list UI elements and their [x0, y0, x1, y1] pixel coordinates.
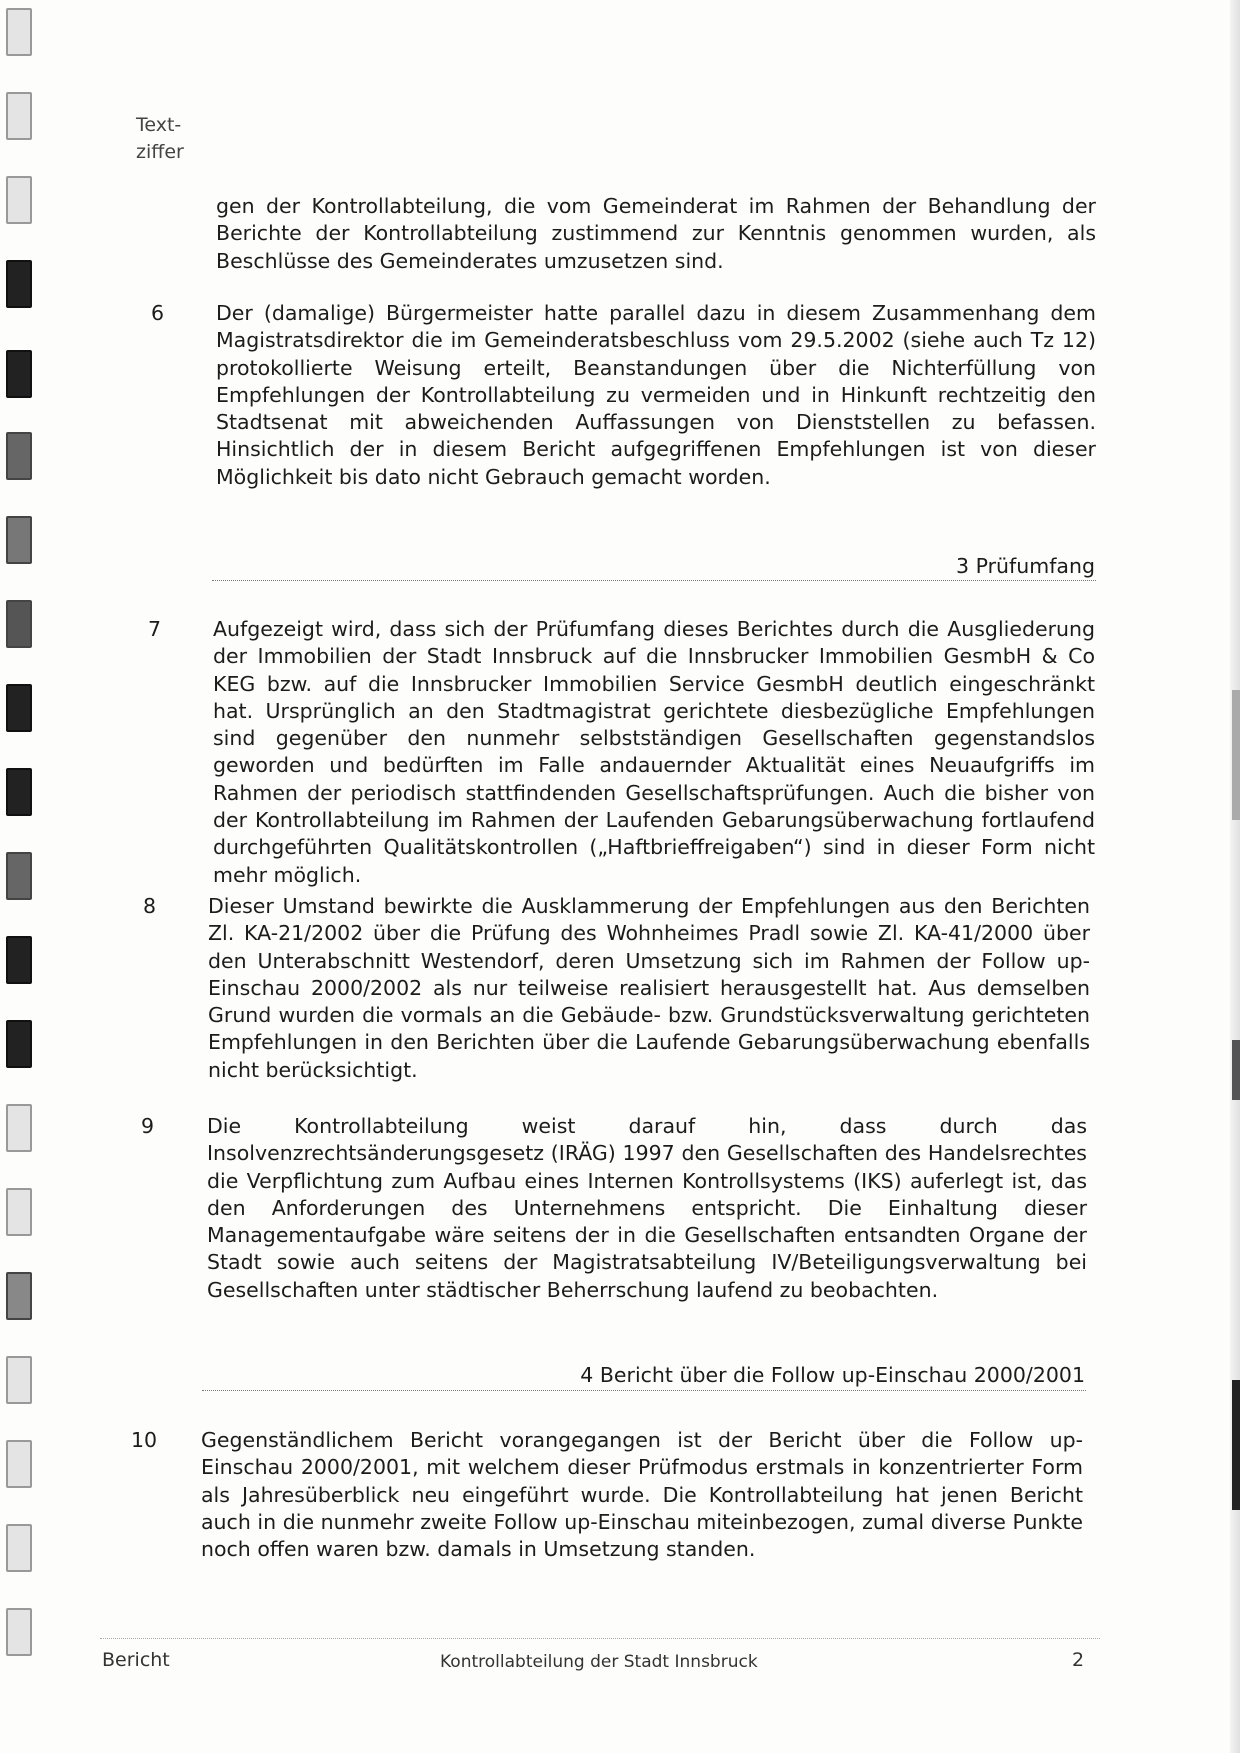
paragraph-10: Gegenständlichem Bericht vorangegangen ist der Bericht über die Follow up-Einschau 2000/2001, mit welchem dieser Prüfmodus erstmals in konzentrierter Form als Jahresüberblick neu eingeführt wurde. Die Kontrollabteilung hat jenen Bericht auch in die nunmehr zweite Follow up-Einschau miteinbezogen, zumal diverse Punkte noch offen waren bzw. damals in Umsetzung standen.	[201, 1428, 1083, 1562]
paragraph-9: Die Kontrollabteilung weist darauf hin, dass durch das Insolvenzrechtsänderungsgesetz (IRÄG) 1997 den Gesellschaften des Handelsrechtes die Verpflichtung zum Aufbau eines Internen Kontrollsystems (IKS) auferlegt ist, das den Anforderungen des Unternehmens entspricht. Die Einhaltung dieser Managementaufgabe wäre seitens der in die Gesellschaften entsandten Organe der Stadt sowie auch seitens der Magistratsabteilung IV/Beteiligungsverwaltung bei Gesellschaften unter städtischer Beherrschung laufend zu beobachten.	[207, 1114, 1087, 1302]
paragraph-7: Aufgezeigt wird, dass sich der Prüfumfang dieses Berichtes durch die Ausgliederung der Immobilien der Stadt Innsbruck auf die Innsbrucker Immobilien GesmbH & Co KEG bzw. auf die Innsbrucker Immobilien Service GesmbH deutlich eingeschränkt hat. Ursprünglich an den Stadtmagistrat gerichtete diesbezügliche Empfehlungen sind gegenüber den nunmehr selbstständigen Gesellschaften gegenstandslos geworden und bedürften im Falle andauernder Aktualität eines Neuaufgriffs im Rahmen der periodisch stattfindenden Gesellschaftsprüfungen. Auch die bisher von der Kontrollabteilung im Rahmen der Laufenden Gebarungsüberwachung fortlaufend durchgeführten Qualitätskontrollen („Haftbrieffreigaben“) sind in dieser Form nicht mehr möglich.	[213, 617, 1095, 887]
textziffer-number: 6	[151, 301, 165, 325]
page-number: 2	[1072, 1649, 1085, 1671]
margin-label-textziffer: Text- ziffer	[136, 114, 184, 163]
textziffer-number: 7	[148, 617, 162, 641]
heading-rule	[202, 1390, 1086, 1391]
textziffer-number: 9	[141, 1114, 155, 1138]
paragraph-8: Dieser Umstand bewirkte die Ausklammerung der Empfehlungen aus den Berichten Zl. KA-21/2002 über die Prüfung des Wohnheimes Pradl sowie Zl. KA-41/2000 über den Unterabschnitt Westendorf, deren Umsetzung sich im Rahmen der Follow up-Einschau 2000/2002 als nur teilweise realisiert herausgestellt hat. Aus demselben Grund wurden die vormals an die Gebäude- bzw. Grundstücksverwaltung gerichteten Empfehlungen in den Berichten über die Laufende Gebarungsüberwachung ebenfalls nicht berücksichtigt.	[208, 894, 1090, 1082]
footer-rule	[100, 1638, 1100, 1639]
textziffer-number: 10	[131, 1428, 158, 1452]
heading-rule	[212, 580, 1096, 581]
paragraph-continuation: gen der Kontrollabteilung, die vom Gemeinderat im Rahmen der Behandlung der Berichte der Kontrollabteilung zustimmend zur Kenntnis genommen wurden, als Beschlüsse des Gemeinderates umzusetzen sind.	[216, 194, 1096, 273]
paragraph-6: Der (damalige) Bürgermeister hatte parallel dazu in diesem Zusammenhang dem Magistratsdirektor die im Gemeinderatsbeschluss vom 29.5.2002 (siehe auch Tz 12) protokollierte Weisung erteilt, Beanstandungen über die Nichterfüllung von Empfehlungen der Kontrollabteilung zu vermeiden und in Hinkunft rechtzeitig den Stadtsenat mit abweichenden Auffassungen von Dienststellen zu befassen. Hinsichtlich der in diesem Bericht aufgegriffenen Empfehlungen ist von dieser Möglichkeit bis dato nicht Gebrauch gemacht worden.	[216, 301, 1096, 489]
textziffer-number: 8	[143, 894, 157, 918]
section-heading: 3 Prüfumfang	[956, 554, 1095, 578]
footer-department: Kontrollabteilung der Stadt Innsbruck	[440, 1652, 758, 1672]
footer-report-label: Bericht	[102, 1649, 170, 1671]
section-heading: 4 Bericht über die Follow up-Einschau 2000/2001	[580, 1363, 1085, 1387]
